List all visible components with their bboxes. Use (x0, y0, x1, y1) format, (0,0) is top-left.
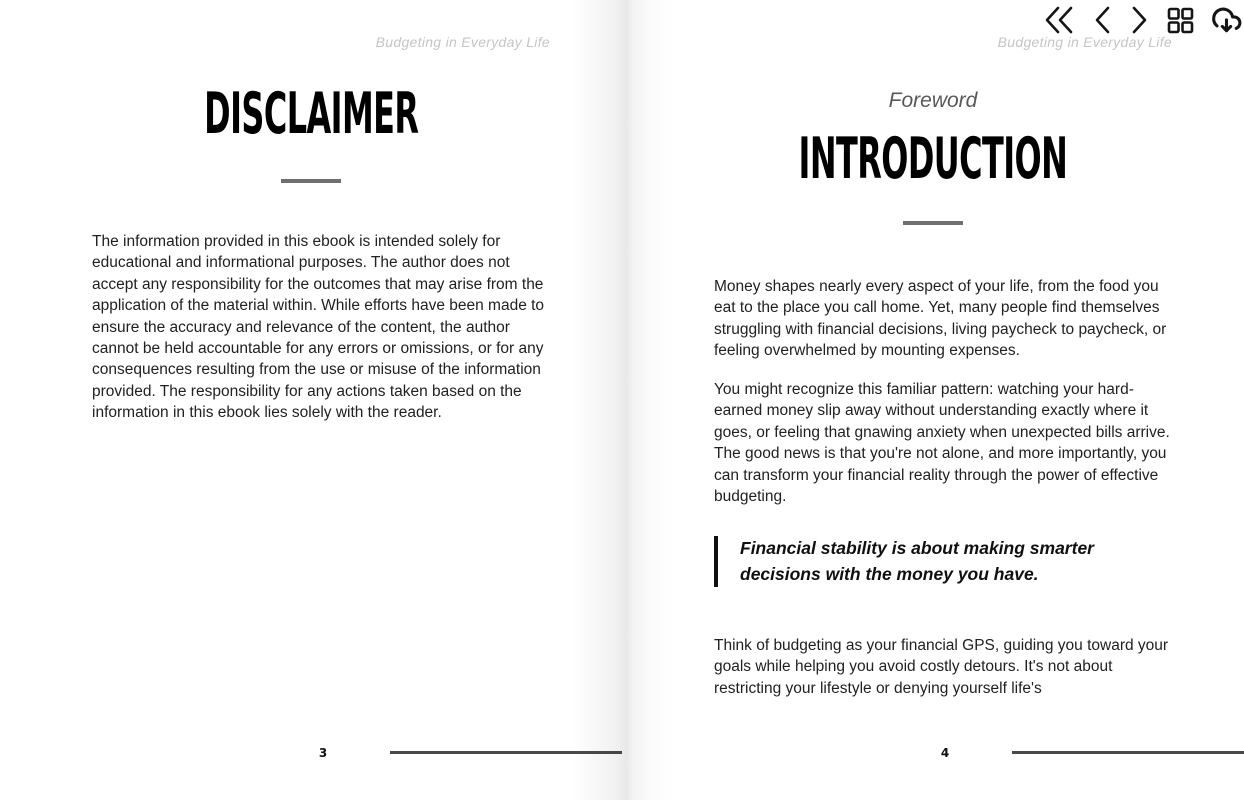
grid-icon (1166, 6, 1195, 35)
page-title-introduction (622, 126, 1244, 192)
intro-paragraph: Money shapes nearly every aspect of your life, from the food you eat to the place you call home. Yet, many people find themselves struggling with financial decisions, living paycheck to paycheck, or feeling overwhelmed by mounting expenses. (714, 278, 1167, 360)
page-title-text: DISCLAIMER (203, 81, 419, 147)
previous-page-button[interactable] (1092, 4, 1113, 36)
next-page-button[interactable] (1129, 4, 1150, 36)
thumbnail-view-button[interactable] (1166, 6, 1195, 35)
first-page-button[interactable] (1042, 4, 1076, 36)
page-right (622, 0, 1244, 800)
pull-quote: Financial stability is about making smarter decisions with the money you have. (714, 536, 1140, 587)
intro-paragraph: You might recognize this familiar pattern: watching your hard-earned money slip away without understanding exactly where it goes, or feeling that gnawing anxiety when unexpected bills arrive. The good news is that you're not alone, and more importantly, you can transform your financial reality through the power of effective budgeting. (714, 381, 1170, 506)
cloud-download-icon (1211, 5, 1242, 36)
reader-toolbar (1042, 4, 1242, 36)
page-title-disclaimer (0, 81, 622, 147)
intro-paragraph: Think of budgeting as your financial GPS, guiding you toward your goals while helping you avoid costly detours. It's not about restricting your lifestyle or denying yourself life's (714, 637, 1169, 697)
chevron-left-icon (1092, 4, 1113, 36)
running-header: Budgeting in Everyday Life (997, 34, 1172, 50)
footer-rule (390, 751, 622, 754)
section-kicker: Foreword (888, 89, 978, 112)
page-number: 3 (318, 746, 328, 760)
disclaimer-paragraph: The information provided in this ebook is intended solely for educational and informational purposes. The author does not accept any responsibility for the outcomes that may arise from the application of the material within. While efforts have been made to ensure the accuracy and relevance of the content, the author cannot be held accountable for any errors or omissions, or for any consequences resulting from the use or misuse of the information provided. The responsibility for any actions taken based on the information in this ebook lies solely with the reader. (92, 233, 545, 422)
page-title-text: INTRODUCTION (798, 126, 1068, 192)
download-button[interactable] (1211, 5, 1242, 36)
double-chevron-left-icon (1042, 4, 1076, 36)
title-divider (903, 221, 963, 225)
title-divider (281, 179, 341, 183)
chevron-right-icon (1129, 4, 1150, 36)
page-number: 4 (940, 746, 950, 760)
running-header: Budgeting in Everyday Life (375, 34, 550, 50)
footer-rule (1012, 751, 1244, 754)
